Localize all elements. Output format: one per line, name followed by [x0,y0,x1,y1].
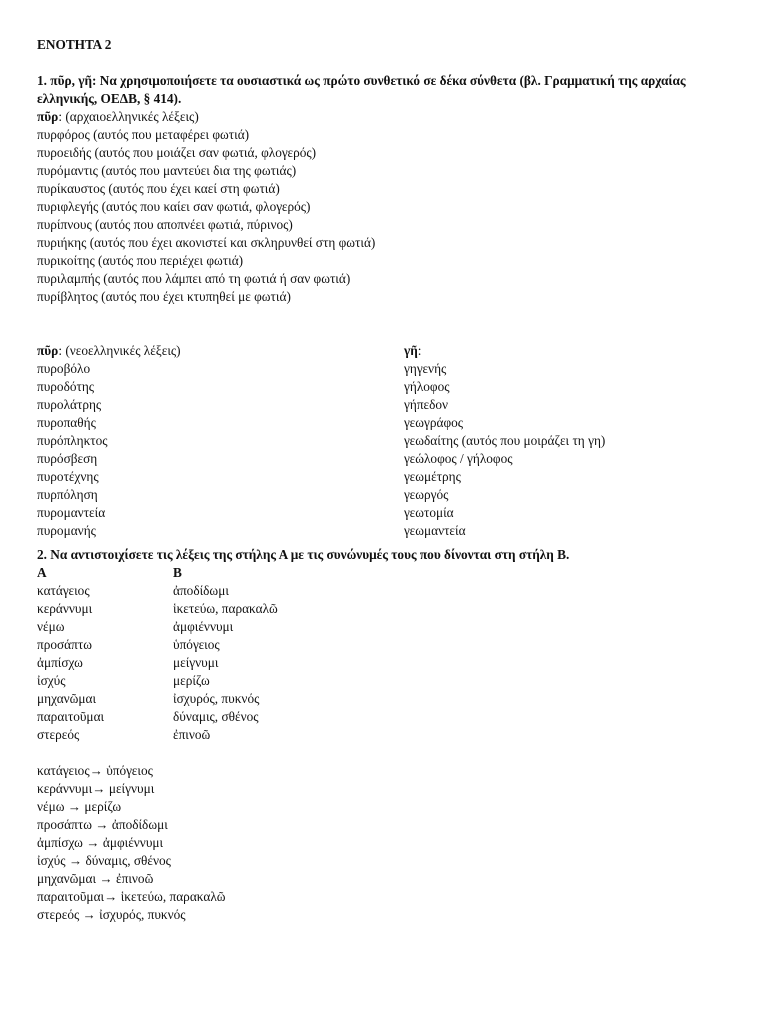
matching-row [37,672,737,690]
ancient-word-item: πυριήκης (αυτός που έχει ακονιστεί και σκληρυνθεί στη φωτιά) [37,235,376,250]
ge-word: γεωδαίτης (αυτός που μοιράζει τη γη) [404,433,606,448]
modern-pyr-label [37,343,181,358]
matching-row [37,654,737,672]
ge-word: γήπεδον [404,397,449,412]
ancient-word-item: πυροειδής (αυτός που μοιάζει σαν φωτιά, φλογερός) [37,145,317,160]
column-b-word: μερίζω [173,673,210,688]
modern-word-row [37,486,737,504]
ge-label-rest: : [417,343,422,358]
answer-item: προσάπτω → ἀποδίδωμι [37,817,168,832]
pyr-word: πυροδότης [37,379,95,394]
matching-row [37,708,737,726]
modern-words-table [37,360,737,540]
modern-word-row [37,378,737,396]
modern-label-word: πῦρ [37,343,59,358]
answer-item: κατάγειος→ ὑπόγειος [37,763,153,778]
section-title: ΕΝΟΤΗΤΑ 2 [37,37,112,52]
ancient-words-label [37,108,737,126]
ancient-word-item: πυρικοίτης (αυτός που περιέχει φωτιά) [37,253,244,268]
pyr-word: πυροτέχνης [37,469,99,484]
ge-word: γηγενής [404,361,447,376]
exercise-2-heading: 2. Να αντιστοιχίσετε τις λέξεις της στήλης Α με τις συνώνυμές τους που δίνονται στη στήλη Β. [37,547,570,562]
answer-item: στερεός → ἰσχυρός, πυκνός [37,907,186,922]
answers-list [37,762,737,924]
matching-row [37,726,737,744]
matching-row [37,600,737,618]
pyr-word: πυροβόλο [37,361,91,376]
pyr-word: πυρπόληση [37,487,98,502]
column-a-word: στερεός [37,727,80,742]
document-page [37,36,737,924]
column-b-word: δύναμις, σθένος [173,709,259,724]
column-b-word: ἀποδίδωμι [173,583,229,598]
ancient-label-rest: : (αρχαιοελληνικές λέξεις) [58,109,199,124]
modern-word-row [37,414,737,432]
matching-row [37,582,737,600]
ancient-word-item: πυρφόρος (αυτός που μεταφέρει φωτιά) [37,127,250,142]
matching-row [37,636,737,654]
matching-table [37,582,737,744]
ancient-word-item: πυρίπνους (αυτός που αποπνέει φωτιά, πύρινος) [37,217,293,232]
ge-word: γεωμέτρης [404,469,461,484]
ancient-word-item: πυρίκαυστος (αυτός που έχει καεί στη φωτιά) [37,181,280,196]
answer-item: μηχανῶμαι → ἐπινοῶ [37,871,154,886]
column-a-word: μηχανῶμαι [37,691,97,706]
pyr-word: πυρόπληκτος [37,433,108,448]
spacer [37,54,737,72]
ancient-label-word: πῦρ [37,109,59,124]
ge-word: γεωτομία [404,505,454,520]
modern-words-header [37,342,737,360]
ancient-word-item: πυριλαμπής (αυτός που λάμπει από τη φωτιά ή σαν φωτιά) [37,271,351,286]
column-b-word: ὑπόγειος [173,637,220,652]
columns-header [37,564,737,582]
pyr-word: πυρομαντεία [37,505,106,520]
column-a-word: ἀμπίσχω [37,655,83,670]
answer-item: νέμω → μερίζω [37,799,122,814]
column-b-heading: Β [173,565,182,580]
modern-word-row [37,468,737,486]
column-a-word: κεράννυμι [37,601,93,616]
ancient-word-item: πυρίβλητος (αυτός που έχει κτυπηθεί με φωτιά) [37,289,291,304]
ge-word: γεώλοφος / γήλοφος [404,451,513,466]
column-a-word: προσάπτω [37,637,92,652]
modern-word-row [37,522,737,540]
pyr-word: πυρομανής [37,523,96,538]
ge-word: γήλοφος [404,379,450,394]
exercise-1-heading: 1. πῦρ, γῆ: Να χρησιμοποιήσετε τα ουσιαστικά ως πρώτο συνθετικό σε δέκα σύνθετα (βλ. Γραμματική της αρχαίας ελληνικής, ΟΕΔΒ, § 414). [37,73,686,106]
spacer [37,306,737,342]
pyr-word: πυρολάτρης [37,397,102,412]
column-a-word: κατάγειος [37,583,90,598]
answer-item: παραιτοῦμαι→ ἱκετεύω, παρακαλῶ [37,889,226,904]
matching-row [37,618,737,636]
ge-word: γεωμαντεία [404,523,466,538]
spacer [37,744,737,762]
column-b-word: ἰσχυρός, πυκνός [173,691,260,706]
answer-item: ἀμπίσχω → ἀμφιέννυμι [37,835,164,850]
ancient-words-list [37,126,737,306]
modern-word-row [37,432,737,450]
column-b-word: μείγνυμι [173,655,219,670]
pyr-word: πυροπαθής [37,415,96,430]
modern-word-row [37,450,737,468]
column-a-heading: Α [37,565,47,580]
ge-label-word: γῆ [404,343,418,358]
column-b-word: ἐπινοῶ [173,727,211,742]
ancient-word-item: πυριφλεγής (αυτός που καίει σαν φωτιά, φλογερός) [37,199,311,214]
modern-word-row [37,396,737,414]
column-b-word: ἱκετεύω, παρακαλῶ [173,601,278,616]
modern-ge-label [404,342,421,360]
column-a-word: παραιτοῦμαι [37,709,105,724]
modern-label-rest: : (νεοελληνικές λέξεις) [58,343,181,358]
modern-word-row [37,504,737,522]
column-a-word: ἰσχύς [37,673,66,688]
ancient-word-item: πυρόμαντις (αυτός που μαντεύει δια της φωτιάς) [37,163,297,178]
pyr-word: πυρόσβεση [37,451,98,466]
answer-item: ἰσχύς → δύναμις, σθένος [37,853,171,868]
ge-word: γεωργός [404,487,449,502]
matching-row [37,690,737,708]
modern-word-row [37,360,737,378]
column-b-word: ἀμφιέννυμι [173,619,234,634]
ge-word: γεωγράφος [404,415,464,430]
column-a-word: νέμω [37,619,65,634]
answer-item: κεράννυμι→ μείγνυμι [37,781,155,796]
